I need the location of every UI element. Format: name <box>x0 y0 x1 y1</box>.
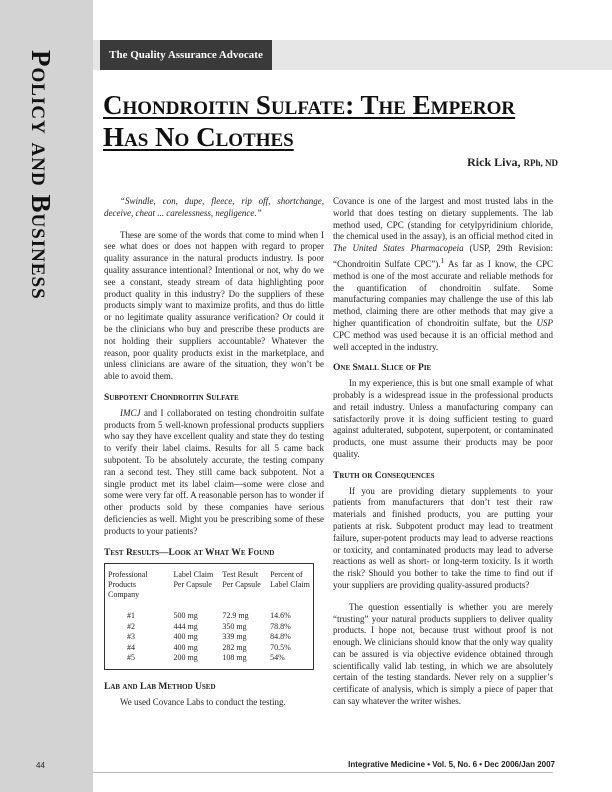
cell-result: 350 mg <box>222 621 247 631</box>
cell-percent: 54% <box>270 652 285 662</box>
trust-paragraph: The question essentially is whether you are merely “trusting” your natural products suppliers to deliver quality products. I hope not, because trust without proof is not enough. We clinicians should know that the only way quality can be assured is via objective evidence obtained through scientifically valid lab testing, in which we are absolutely certain of the testing standards. Never rely on a supplier’s certificate of analysis, which is simply a piece of paper that can say whatever the writer wishes. <box>333 601 553 707</box>
subpotent-text: and I collaborated on testing chondroitin sulfate products from 5 well-known professional products suppliers who say they have excellent quality and state they do testing to verify their label claims. Results for all 5 came back subpotent. To be absolutely accurate, the testing company ran a second test. They still came back subpotent. Not a single product met its label claim—some were close and some were very far off. A reasonable person has to wonder if other products sold by these companies have serious deficiencies as well. Might you be prescribing some of these products to your patients? <box>104 407 324 536</box>
text-run: As far as I know, the CPC method is one of the most accurate and reliable methods for the quantification of chondroitin sulfate. Some manufacturing companies may challenge the use of this lab method, claiming there are other methods that may give a higher quantification of chondroitin sulfate, but the <box>333 258 553 328</box>
author-name: Rick Liva, <box>467 155 521 169</box>
heading-lab-method: Lab and Lab Method Used <box>104 682 216 693</box>
article-title: Chondroitin Sulfate: The Emperor Has No Clothes <box>103 90 516 152</box>
cell-company: #2 <box>127 621 135 631</box>
cell-company: #3 <box>127 632 135 642</box>
cell-percent: 70.5% <box>270 642 291 652</box>
col-header-company: Professional Products Company <box>108 570 148 600</box>
cell-result: 108 mg <box>222 652 247 662</box>
sidebar-band <box>0 0 93 792</box>
footnote-ref[interactable]: 1 <box>440 255 445 265</box>
results-table <box>104 563 314 670</box>
lab-paragraph: We used Covance Labs to conduct the testing. <box>120 697 286 708</box>
cell-result: 339 mg <box>222 632 247 642</box>
heading-slice: One Small Slice of Pie <box>333 363 432 374</box>
author-byline <box>300 155 558 170</box>
truth-paragraph: If you are providing dietary supplements to your patients from manufacturers that don’t test their raw materials and finished products, you are putting your patients at risk. Subpotent product may lead to treatment failure, super-potent products may lead to adverse reactions or toxicity, and contaminated products may lead to adverse reactions as well as short- or long-term toxicity. Is it worth the risk? Should you bother to take the time to find out if your suppliers are providing quality-assured products? <box>333 485 553 590</box>
left-column <box>104 196 324 719</box>
col-header-claim: Label Claim Per Capsule <box>173 570 214 590</box>
subpotent-paragraph <box>104 408 324 538</box>
table-row <box>105 622 314 632</box>
author-credentials: RPh, ND <box>523 158 558 168</box>
column-label: The Quality Assurance Advocate <box>100 40 272 70</box>
cell-claim: 444 mg <box>173 621 198 631</box>
text-run: (USP, 29th Revision: “Chondroitin Sulfate CPC”). <box>333 243 553 269</box>
table-header-row <box>105 564 314 604</box>
section-title: Policy and Business <box>26 50 56 300</box>
right-column <box>333 196 553 718</box>
usp-abbrev: USP <box>536 317 553 328</box>
col-header-percent: Percent of Label Claim <box>270 570 310 590</box>
heading-subpotent: Subpotent Chondroitin Sulfate <box>104 392 239 403</box>
text-run: Covance is one of the largest and most trusted labs in the world that does testing on dietary supplements. The lab method used, CPC (standing for cetylpyridinium chloride, the chemical used in the assay), is an official method cited in <box>333 196 553 242</box>
text-run: CPC method was used because it is an official method and well accepted in the industry. <box>333 329 553 352</box>
footer-rule <box>93 772 553 773</box>
cell-result: 282 mg <box>222 642 247 652</box>
cell-claim: 400 mg <box>173 632 198 642</box>
col-header-result: Test Result Per Capsule <box>222 570 261 590</box>
cell-claim: 500 mg <box>173 611 198 621</box>
cell-claim: 200 mg <box>173 652 198 662</box>
cell-claim: 400 mg <box>173 642 198 652</box>
slice-paragraph: In my experience, this is but one small example of what probably is a widespread issue in the professional products and retail industry. Unless a manufacturing company can satisfactorily prove it is doing sufficient testing to guard against adulterated, subpotent, superpotent, or contaminated products, one must assume their products may be poor quality. <box>333 378 553 459</box>
epigraph-quote: “Swindle, con, dupe, fleece, rip off, shortchange, deceive, cheat ... carelessness, negligence.” <box>104 196 324 218</box>
heading-truth: Truth or Consequences <box>333 470 435 481</box>
page-number: 44 <box>36 761 45 770</box>
table-row <box>105 632 314 642</box>
cell-percent: 84.8% <box>270 632 291 642</box>
issue-info: Integrative Medicine • Vol. 5, No. 6 • Dec 2006/Jan 2007 <box>348 760 555 769</box>
cell-percent: 78.8% <box>270 621 291 631</box>
table-row <box>105 603 314 621</box>
cell-company: #4 <box>127 642 135 652</box>
journal-abbrev: IMCJ <box>120 407 141 418</box>
intro-paragraph: These are some of the words that come to mind when I see what does or does not happen with regard to proper quality assurance in the natural products industry. Is poor quality assurance intentional? Intentional or not, why do we see a constant, steady stream of data highlighting poor product quality in this industry? Do the suppliers of these products simply want to maximize profits, and thus do little or no legitimate quality assurance verification? Or could it be the clinicians who buy and prescribe these products are not holding their suppliers accountable? Whatever the reason, poor quality products exist in the marketplace, and unless clinicians are aware of the situation, they won’t be able to avoid them. <box>104 229 324 382</box>
table-row <box>105 653 314 670</box>
cell-result: 72.9 mg <box>222 611 249 621</box>
usp-title: The United States Pharmacopeia <box>333 243 464 254</box>
lab-continued-paragraph <box>333 196 553 353</box>
cell-percent: 14.6% <box>270 611 291 621</box>
heading-results: Test Results—Look at What We Found <box>104 547 275 558</box>
cell-company: #1 <box>127 611 135 621</box>
cell-company: #5 <box>127 652 135 662</box>
table-row <box>105 643 314 653</box>
